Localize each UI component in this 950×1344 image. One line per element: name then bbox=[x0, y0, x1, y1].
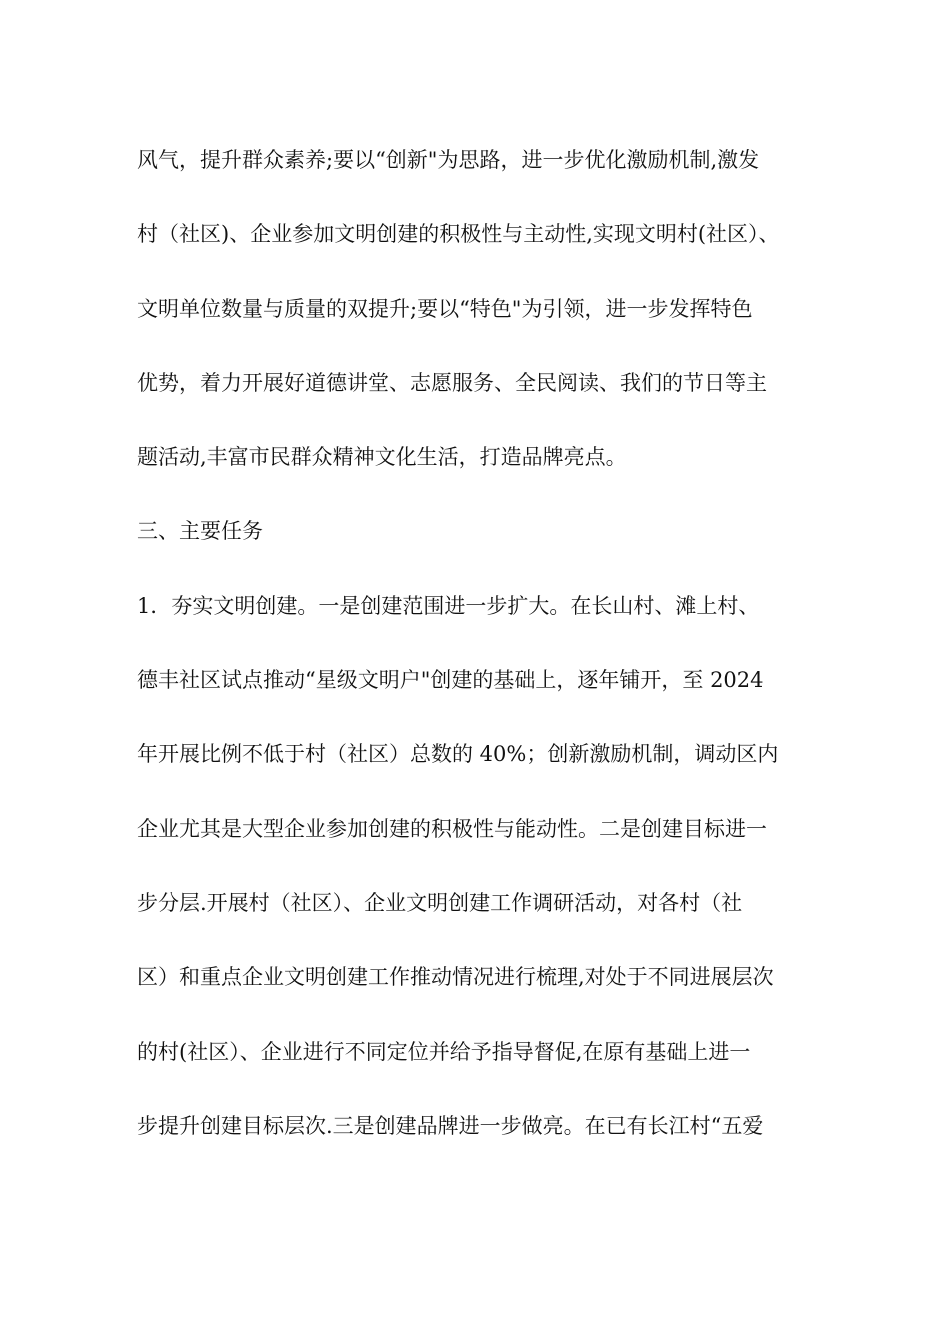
text-line: 村（社区)、企业参加文明创建的积极性与主动性,实现文明村(社区）、 bbox=[137, 222, 780, 247]
text-line: 题活动,丰富市民群众精神文化生活，打造品牌亮点。 bbox=[137, 445, 627, 470]
text-line: 1．夯实文明创建。一是创建范围进一步扩大。在长山村、滩上村、 bbox=[137, 593, 760, 618]
text-line: 优势，着力开展好道德讲堂、志愿服务、全民阅读、我们的节日等主 bbox=[137, 370, 767, 395]
text-line: 的村(社区）、企业进行不同定位并给予指导督促,在原有基础上进一 bbox=[137, 1039, 751, 1064]
text-line: 风气，提升群众素养;要以“创新"为思路，进一步优化激励机制,激发 bbox=[137, 148, 760, 172]
text-line: 年开展比例不低于村（社区）总数的 40%；创新激励机制，调动区内 bbox=[137, 742, 779, 767]
section-heading: 三、主要任务 bbox=[137, 519, 263, 544]
text-line: 区）和重点企业文明创建工作推动情况进行梳理,对处于不同进展层次 bbox=[137, 965, 774, 990]
text-line: 步分层.开展村（社区）、企业文明创建工作调研活动，对各村（社 bbox=[137, 890, 743, 915]
text-line: 步提升创建目标层次.三是创建品牌进一步做亮。在已有长江村“五爱 bbox=[137, 1113, 764, 1138]
text-line: 德丰社区试点推动“星级文明户"创建的基础上，逐年铺开，至 2024 bbox=[137, 668, 764, 693]
text-line: 文明单位数量与质量的双提升;要以“特色"为引领，进一步发挥特色 bbox=[137, 296, 753, 321]
text-line: 企业尤其是大型企业参加创建的积极性与能动性。二是创建目标进一 bbox=[137, 816, 767, 841]
document-body bbox=[137, 142, 827, 1182]
